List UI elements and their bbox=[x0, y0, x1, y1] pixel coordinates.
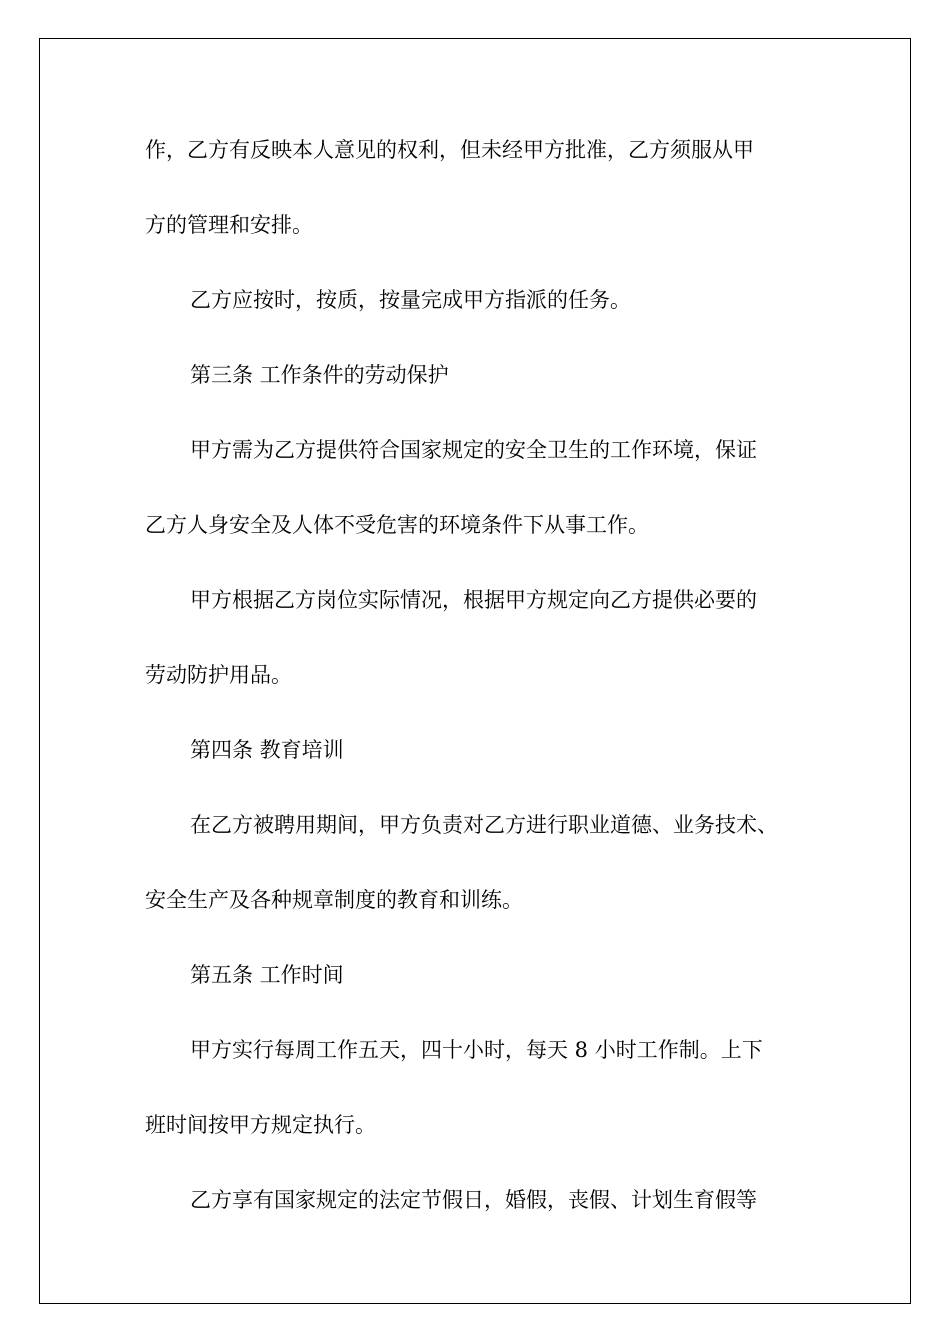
body-line: 在乙方被聘用期间，甲方负责对乙方进行职业道德、业务技术、 bbox=[190, 813, 778, 837]
section-heading: 第五条 工作时间 bbox=[190, 963, 344, 987]
body-line: 乙方人身安全及人体不受危害的环境条件下从事工作。 bbox=[145, 513, 649, 537]
section-heading: 第四条 教育培训 bbox=[190, 738, 344, 762]
body-line: 甲方需为乙方提供符合国家规定的安全卫生的工作环境，保证 bbox=[190, 438, 757, 462]
body-line: 作，乙方有反映本人意见的权利，但未经甲方批准，乙方须服从甲 bbox=[145, 138, 754, 162]
body-line: 甲方根据乙方岗位实际情况，根据甲方规定向乙方提供必要的 bbox=[190, 588, 757, 612]
body-line: 方的管理和安排。 bbox=[145, 213, 313, 237]
body-line: 乙方应按时，按质，按量完成甲方指派的任务。 bbox=[190, 288, 631, 312]
body-line: 班时间按甲方规定执行。 bbox=[145, 1113, 376, 1137]
body-line: 劳动防护用品。 bbox=[145, 663, 292, 687]
body-line: 甲方实行每周工作五天，四十小时，每天 8 小时工作制。上下 bbox=[190, 1038, 763, 1062]
section-heading: 第三条 工作条件的劳动保护 bbox=[190, 363, 449, 387]
body-line: 安全生产及各种规章制度的教育和训练。 bbox=[145, 888, 523, 912]
body-line: 乙方享有国家规定的法定节假日，婚假，丧假、计划生育假等 bbox=[190, 1188, 757, 1212]
